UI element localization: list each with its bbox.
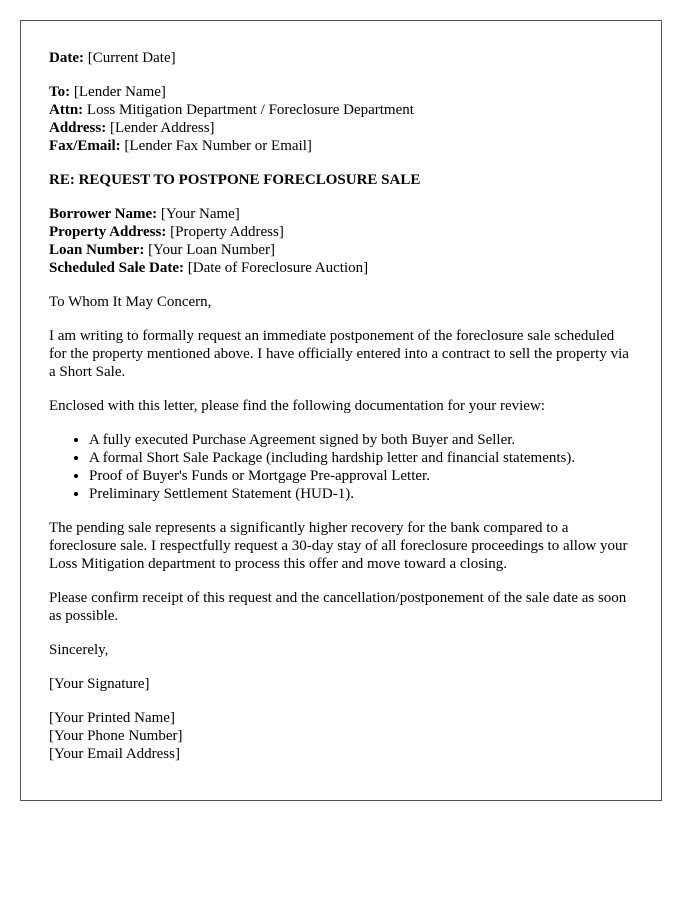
to-value: [Lender Name] [73,84,166,100]
date-line [49,49,632,67]
property-label: Property Address: [49,224,167,240]
printed-name: [Your Printed Name] [49,710,175,726]
contact-block [49,709,632,763]
address-value: [Lender Address] [109,120,215,136]
list-item: • Proof of Buyer's Funds or Mortgage Pre-approval Letter. [89,467,632,485]
loan-label: Loan Number: [49,242,145,258]
loan-value: [Your Loan Number] [148,242,275,258]
borrower-name-label: Borrower Name: [49,206,158,222]
attn-value: Loss Mitigation Department / Foreclosure Department [86,102,414,118]
list-item: • A fully executed Purchase Agreement signed by both Buyer and Seller. [89,431,632,449]
phone: [Your Phone Number] [49,728,183,744]
to-label: To: [49,84,71,100]
attn-label: Attn: [49,102,84,118]
property-value: [Property Address] [170,224,284,240]
email: [Your Email Address] [49,746,180,762]
address-label: Address: [49,120,107,136]
borrower-name-value: [Your Name] [160,206,240,222]
paragraph-1: I am writing to formally request an immediate postponement of the foreclosure sale scheduled for the property mentioned above. I have officially entered into a contract to sell the property via a Short Sale. [49,328,629,380]
paragraph-4: Please confirm receipt of this request and the cancellation/postponement of the sale date as soon as possible. [49,590,627,624]
signature: [Your Signature] [49,676,150,692]
list-item: • A formal Short Sale Package (including hardship letter and financial statements). [89,449,632,467]
sincerely: Sincerely, [49,642,109,658]
sale-date-label: Scheduled Sale Date: [49,260,184,276]
fax-value: [Lender Fax Number or Email] [124,138,312,154]
letter [20,20,662,801]
salutation: To Whom It May Concern, [49,294,212,310]
list-item: • Preliminary Settlement Statement (HUD-1). [89,485,632,503]
date-value: [Current Date] [87,50,176,66]
borrower-block [49,205,632,277]
documents-list [49,431,632,503]
fax-label: Fax/Email: [49,138,121,154]
subject-line [49,171,632,189]
recipient-block [49,83,632,155]
paragraph-2: Enclosed with this letter, please find the following documentation for your review: [49,398,545,414]
paragraph-3: The pending sale represents a significantly higher recovery for the bank compared to a foreclosure sale. I respectfully request a 30-day stay of all foreclosure proceedings to allow your Loss Mitigation department to process this offer and move toward a closing. [49,520,628,572]
sale-date-value: [Date of Foreclosure Auction] [187,260,369,276]
date-label: Date: [49,50,84,66]
subject: RE: REQUEST TO POSTPONE FORECLOSURE SALE [49,172,421,188]
